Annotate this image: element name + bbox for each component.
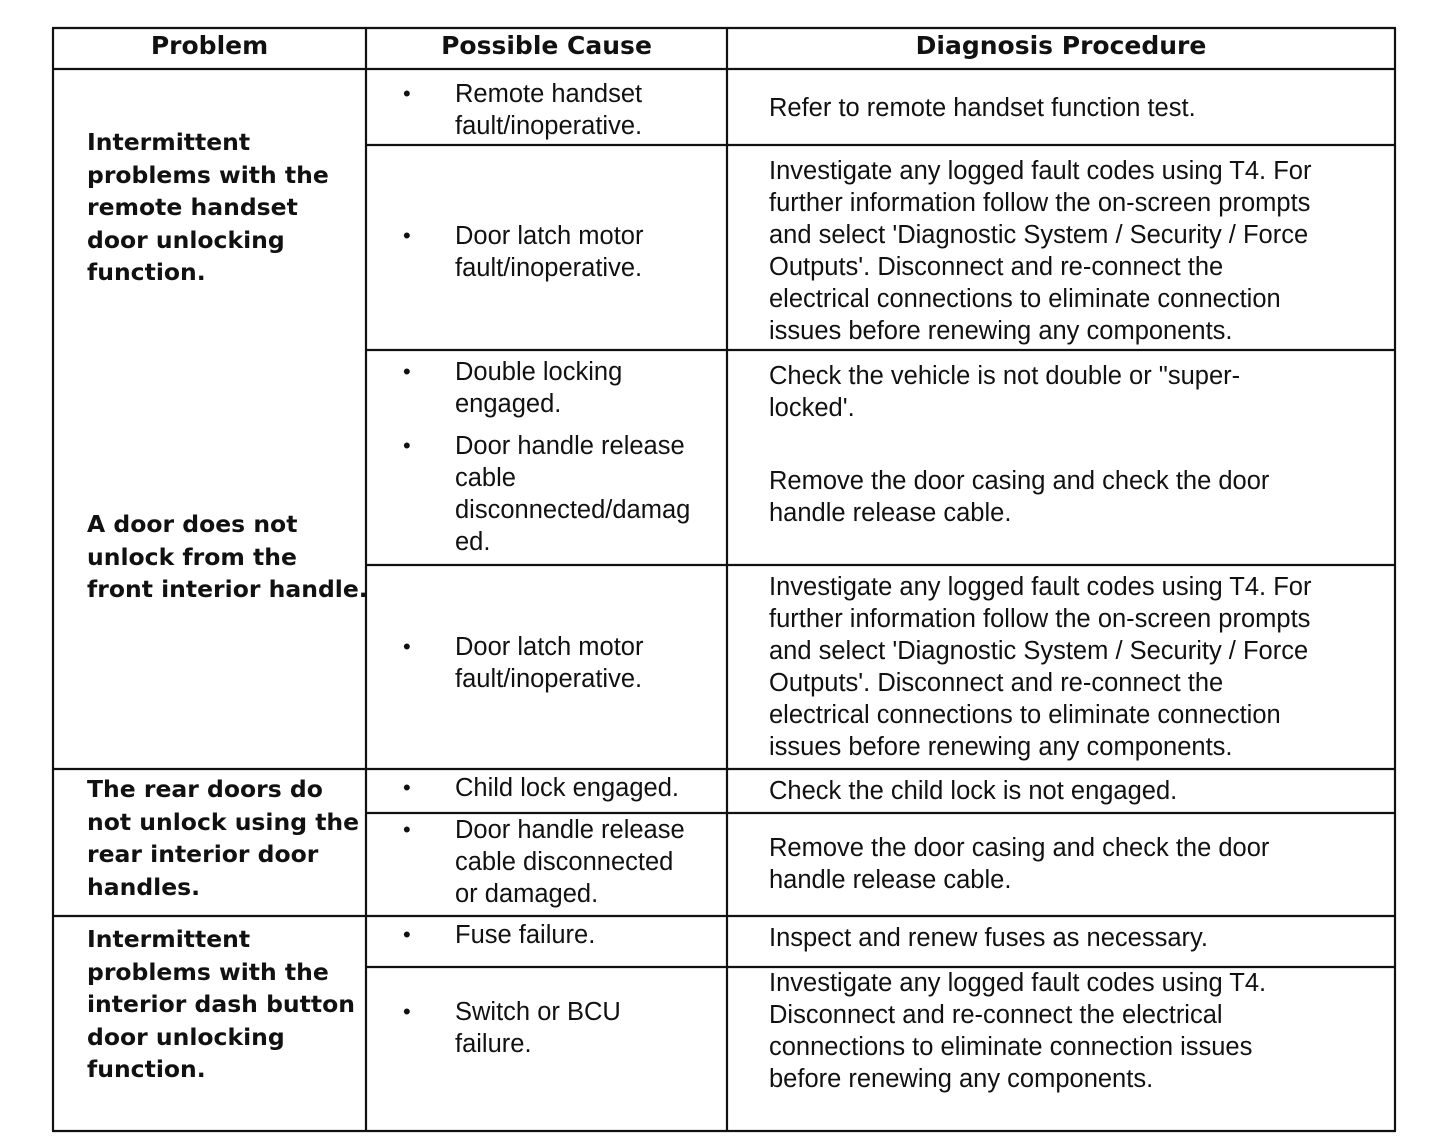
diagnosis-child-lock-check: Check the child lock is not engaged.	[769, 777, 1178, 805]
cause-release-cable-damaged: Door handle release cable disconnected/damag ed.	[455, 432, 691, 556]
problem-rear-interior-handles: The rear doors do not unlock using the rear interior door handles.	[87, 775, 360, 901]
bullet-icon: •	[403, 817, 411, 842]
cause-rear-release-cable: Door handle release cable disconnected or damaged.	[455, 816, 685, 908]
problem-front-interior-handle: A door does not unlock from the front interior handle.	[87, 510, 368, 603]
cause-fuse-failure: Fuse failure.	[455, 921, 596, 949]
diagnosis-rear-release-cable-check: Remove the door casing and check the door handle release cable.	[769, 834, 1270, 894]
cause-remote-handset-fault: Remote handset fault/inoperative.	[455, 80, 643, 140]
diagnosis-fuse-inspection: Inspect and renew fuses as necessary.	[769, 924, 1208, 952]
header-problem: Problem	[150, 31, 269, 60]
diagnosis-latch-motor-fault-codes: Investigate any logged fault codes using T4. For further information follow the on-screen prompts and select 'Diagnostic System / Security / Force Outputs'. Disconnect and re-connect the electrical connections to eliminate connection issues before renewing any components.	[769, 573, 1312, 761]
bullet-icon: •	[403, 922, 411, 947]
header-diagnosis-procedure: Diagnosis Procedure	[915, 31, 1207, 60]
problem-dash-button: Intermittent problems with the interior dash button door unlocking function.	[87, 925, 355, 1083]
bullet-icon: •	[403, 81, 411, 106]
cause-door-latch-motor-fault: Door latch motor fault/inoperative.	[455, 222, 644, 282]
bullet-icon: •	[403, 634, 411, 659]
bullet-icon: •	[403, 775, 411, 800]
cause-child-lock: Child lock engaged.	[455, 774, 679, 802]
diagnosis-switch-fault-codes: Investigate any logged fault codes using T4. Disconnect and re-connect the electrical connections to eliminate connection issues before renewing any components.	[769, 969, 1267, 1093]
cause-door-latch-motor-fault: Door latch motor fault/inoperative.	[455, 633, 644, 693]
cause-double-locking: Double locking engaged.	[455, 358, 623, 418]
diagnosis-handset-test: Refer to remote handset function test.	[769, 94, 1196, 122]
bullet-icon: •	[403, 223, 411, 248]
bullet-icon: •	[403, 359, 411, 384]
diagnosis-release-cable-check: Remove the door casing and check the door handle release cable.	[769, 467, 1270, 527]
diagnosis-double-lock-check: Check the vehicle is not double or "super- locked'.	[769, 362, 1241, 422]
diagnosis-latch-motor-fault-codes: Investigate any logged fault codes using T4. For further information follow the on-screen prompts and select 'Diagnostic System / Security / Force Outputs'. Disconnect and re-connect the electrical connections to eliminate connection issues before renewing any components.	[769, 157, 1312, 345]
cause-switch-bcu-failure: Switch or BCU failure.	[455, 998, 621, 1058]
header-possible-cause: Possible Cause	[441, 31, 652, 60]
problem-remote-handset: Intermittent problems with the remote handset door unlocking function.	[87, 128, 329, 286]
bullet-icon: •	[403, 433, 411, 458]
bullet-icon: •	[403, 999, 411, 1024]
